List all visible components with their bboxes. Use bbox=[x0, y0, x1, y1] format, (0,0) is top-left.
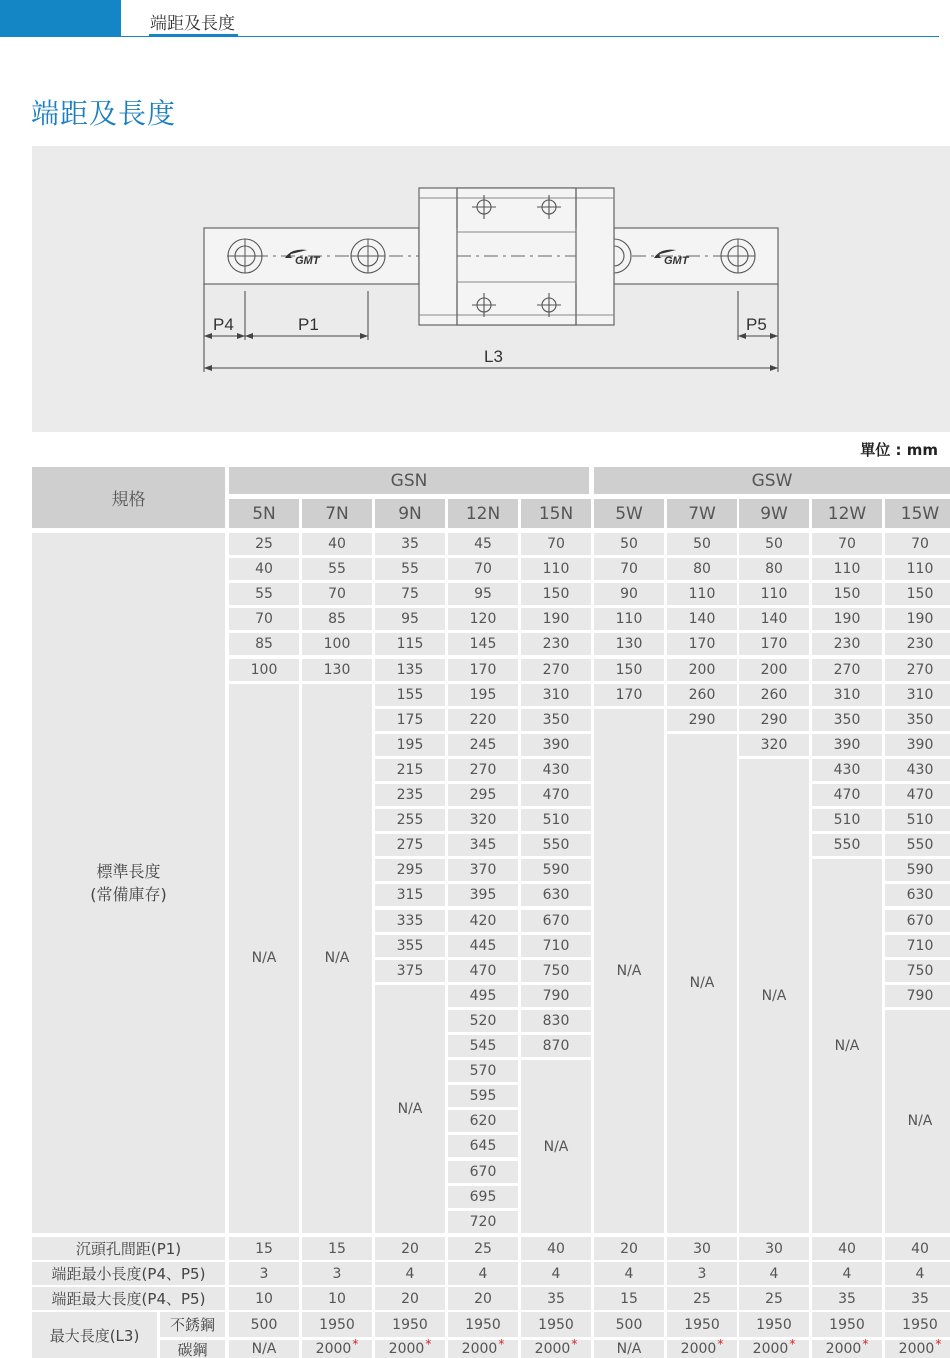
table-cell: 430 bbox=[885, 759, 950, 781]
cell-value: 1950 bbox=[319, 1316, 355, 1333]
table-cell: 70 bbox=[812, 533, 882, 555]
footnote-star: * bbox=[498, 1337, 505, 1351]
bottom-row-label: 端距最小長度(P4、P5) bbox=[32, 1262, 225, 1285]
max-length-sub-label: 碳鋼 bbox=[160, 1340, 225, 1358]
table-cell: 215 bbox=[375, 759, 445, 781]
table-cell: 175 bbox=[375, 709, 445, 731]
table-cell: 570 bbox=[448, 1060, 518, 1082]
table-cell: 115 bbox=[375, 633, 445, 655]
table-cell: 45 bbox=[448, 533, 518, 555]
table-cell bbox=[448, 1312, 518, 1337]
table-cell: 645 bbox=[448, 1135, 518, 1157]
table-cell: 310 bbox=[885, 684, 950, 706]
table-cell: 790 bbox=[521, 985, 591, 1007]
table-cell: 35 bbox=[521, 1287, 591, 1310]
standard-length-label bbox=[32, 533, 225, 1233]
na-cell: N/A bbox=[229, 684, 299, 1233]
table-cell bbox=[521, 1312, 591, 1337]
table-cell: 55 bbox=[375, 558, 445, 580]
table-cell: 470 bbox=[448, 960, 518, 982]
table-cell: 4 bbox=[375, 1262, 445, 1285]
table-cell: 145 bbox=[448, 633, 518, 655]
cell-value: 1950 bbox=[829, 1316, 865, 1333]
na-cell: N/A bbox=[375, 985, 445, 1233]
size-header: 15N bbox=[521, 499, 591, 528]
na-cell: N/A bbox=[302, 684, 372, 1233]
table-cell: 15 bbox=[229, 1237, 299, 1260]
table-cell bbox=[594, 1312, 664, 1337]
table-cell bbox=[448, 1337, 518, 1358]
table-cell: 390 bbox=[885, 734, 950, 756]
table-cell: 70 bbox=[229, 608, 299, 630]
table-cell: 70 bbox=[302, 583, 372, 605]
size-header: 5W bbox=[594, 499, 664, 528]
cell-value: 2000 bbox=[825, 1341, 862, 1357]
table-cell bbox=[594, 1340, 664, 1358]
table-cell: 295 bbox=[375, 859, 445, 881]
table-cell: 695 bbox=[448, 1186, 518, 1208]
size-header: 15W bbox=[885, 499, 950, 528]
table-cell bbox=[375, 1337, 445, 1358]
max-length-sub-label: 不銹鋼 bbox=[160, 1312, 225, 1337]
table-cell: 470 bbox=[885, 784, 950, 806]
table-cell: 135 bbox=[375, 659, 445, 681]
table-cell: 620 bbox=[448, 1110, 518, 1132]
table-cell bbox=[302, 1312, 372, 1337]
table-cell: 710 bbox=[521, 935, 591, 957]
table-cell: 50 bbox=[594, 533, 664, 555]
cell-value: 1950 bbox=[392, 1316, 428, 1333]
table-cell: 70 bbox=[594, 558, 664, 580]
p1-label: P1 bbox=[298, 315, 319, 334]
na-cell: N/A bbox=[812, 859, 882, 1233]
svg-text:GMT: GMT bbox=[295, 255, 320, 267]
table-cell: 430 bbox=[521, 759, 591, 781]
table-cell: 355 bbox=[375, 935, 445, 957]
table-cell: 390 bbox=[812, 734, 882, 756]
table-cell: 100 bbox=[229, 659, 299, 681]
table-cell: 20 bbox=[594, 1237, 664, 1260]
table-cell: 110 bbox=[739, 583, 809, 605]
footnote-star: * bbox=[789, 1337, 796, 1351]
cell-value: 1950 bbox=[684, 1316, 720, 1333]
table-cell: 245 bbox=[448, 734, 518, 756]
table-cell: 260 bbox=[667, 684, 737, 706]
table-cell bbox=[667, 1312, 737, 1337]
size-header: 7W bbox=[667, 499, 737, 528]
cell-value: N/A bbox=[251, 1341, 277, 1357]
table-cell: 550 bbox=[521, 834, 591, 856]
cell-value: 2000 bbox=[388, 1341, 425, 1357]
bottom-row-label: 端距最大長度(P4、P5) bbox=[32, 1287, 225, 1310]
table-cell: 370 bbox=[448, 859, 518, 881]
footnote-star: * bbox=[571, 1337, 578, 1351]
svg-text:GMT: GMT bbox=[664, 255, 689, 267]
table-cell: 550 bbox=[885, 834, 950, 856]
table-cell: 25 bbox=[448, 1237, 518, 1260]
table-cell: 4 bbox=[812, 1262, 882, 1285]
na-cell: N/A bbox=[667, 734, 737, 1233]
size-header: 9N bbox=[375, 499, 445, 528]
table-cell: 155 bbox=[375, 684, 445, 706]
table-cell: 35 bbox=[885, 1287, 950, 1310]
table-cell: 270 bbox=[812, 659, 882, 681]
header-divider bbox=[121, 36, 939, 37]
footnote-star: * bbox=[717, 1337, 724, 1351]
size-header: 12W bbox=[812, 499, 882, 528]
table-cell: 100 bbox=[302, 633, 372, 655]
table-cell: 20 bbox=[448, 1287, 518, 1310]
table-cell: 85 bbox=[302, 608, 372, 630]
table-cell: 445 bbox=[448, 935, 518, 957]
table-cell: 595 bbox=[448, 1085, 518, 1107]
table-cell: 3 bbox=[667, 1262, 737, 1285]
table-cell: 345 bbox=[448, 834, 518, 856]
table-cell: 140 bbox=[739, 608, 809, 630]
table-cell: 630 bbox=[521, 884, 591, 906]
table-cell bbox=[375, 1312, 445, 1337]
table-cell: 710 bbox=[885, 935, 950, 957]
table-cell: 295 bbox=[448, 784, 518, 806]
table-cell: 510 bbox=[885, 809, 950, 831]
size-header: 5N bbox=[229, 499, 299, 528]
na-cell: N/A bbox=[739, 759, 809, 1233]
table-cell: 130 bbox=[302, 659, 372, 681]
table-cell: 520 bbox=[448, 1010, 518, 1032]
table-cell: 190 bbox=[885, 608, 950, 630]
table-cell: 270 bbox=[885, 659, 950, 681]
footnote-star: * bbox=[862, 1337, 869, 1351]
table-cell: 335 bbox=[375, 910, 445, 932]
table-cell: 430 bbox=[812, 759, 882, 781]
table-cell: 255 bbox=[375, 809, 445, 831]
bottom-row-label: 沉頭孔間距(P1) bbox=[32, 1237, 225, 1260]
table-cell: 110 bbox=[594, 608, 664, 630]
table-cell bbox=[521, 1337, 591, 1358]
table-cell: 630 bbox=[885, 884, 950, 906]
table-cell: 350 bbox=[812, 709, 882, 731]
table-cell: 320 bbox=[739, 734, 809, 756]
table-cell: 55 bbox=[302, 558, 372, 580]
cell-value: 2000 bbox=[461, 1341, 498, 1357]
table-cell: 4 bbox=[594, 1262, 664, 1285]
table-cell: 420 bbox=[448, 910, 518, 932]
table-cell: 35 bbox=[375, 533, 445, 555]
table-cell: 270 bbox=[448, 759, 518, 781]
table-cell: 3 bbox=[302, 1262, 372, 1285]
cell-value: 2000 bbox=[315, 1341, 352, 1357]
na-cell: N/A bbox=[594, 709, 664, 1233]
table-cell: 790 bbox=[885, 985, 950, 1007]
footnote-star: * bbox=[425, 1337, 432, 1351]
table-cell: 25 bbox=[739, 1287, 809, 1310]
table-cell: 95 bbox=[448, 583, 518, 605]
table-cell: 260 bbox=[739, 684, 809, 706]
rail-diagram bbox=[32, 146, 950, 432]
table-cell: 830 bbox=[521, 1010, 591, 1032]
table-cell: 40 bbox=[812, 1237, 882, 1260]
table-cell: 315 bbox=[375, 884, 445, 906]
p5-label: P5 bbox=[746, 315, 767, 334]
cell-value: 2000 bbox=[752, 1341, 789, 1357]
table-cell bbox=[885, 1312, 950, 1337]
cell-value: 1950 bbox=[902, 1316, 938, 1333]
table-cell: 190 bbox=[812, 608, 882, 630]
header-tab-label[interactable]: 端距及長度 bbox=[150, 14, 235, 34]
table-cell bbox=[229, 1312, 299, 1337]
table-cell: 85 bbox=[229, 633, 299, 655]
table-cell: 720 bbox=[448, 1211, 518, 1233]
table-cell: 4 bbox=[739, 1262, 809, 1285]
footnote-star: * bbox=[352, 1337, 359, 1351]
table-cell: 590 bbox=[521, 859, 591, 881]
table-cell: 170 bbox=[667, 633, 737, 655]
page-title: 端距及長度 bbox=[31, 97, 177, 130]
table-cell: 230 bbox=[521, 633, 591, 655]
table-cell: 70 bbox=[885, 533, 950, 555]
table-cell: 275 bbox=[375, 834, 445, 856]
standard-length-label-line2: (常備庫存) bbox=[90, 885, 167, 904]
table-cell: 55 bbox=[229, 583, 299, 605]
table-cell: 150 bbox=[812, 583, 882, 605]
table-cell: 750 bbox=[521, 960, 591, 982]
table-cell: 550 bbox=[812, 834, 882, 856]
cell-value: 2000 bbox=[680, 1341, 717, 1357]
table-cell: 470 bbox=[521, 784, 591, 806]
table-cell: 110 bbox=[885, 558, 950, 580]
table-cell: 200 bbox=[739, 659, 809, 681]
table-cell: 140 bbox=[667, 608, 737, 630]
table-cell: 200 bbox=[667, 659, 737, 681]
table-cell: 75 bbox=[375, 583, 445, 605]
table-cell: 15 bbox=[594, 1287, 664, 1310]
table-cell: 70 bbox=[521, 533, 591, 555]
table-cell: 20 bbox=[375, 1237, 445, 1260]
brand-logo-block bbox=[0, 0, 121, 37]
max-length-label: 最大長度(L3) bbox=[32, 1312, 157, 1358]
cell-value: 1950 bbox=[538, 1316, 574, 1333]
table-cell: 350 bbox=[521, 709, 591, 731]
table-cell: 80 bbox=[667, 558, 737, 580]
table-cell: 470 bbox=[812, 784, 882, 806]
table-cell: 190 bbox=[521, 608, 591, 630]
table-cell: 4 bbox=[885, 1262, 950, 1285]
table-cell: 230 bbox=[812, 633, 882, 655]
table-cell: 150 bbox=[594, 659, 664, 681]
table-cell: 170 bbox=[594, 684, 664, 706]
l3-label: L3 bbox=[484, 347, 503, 366]
cell-value: 500 bbox=[615, 1316, 643, 1333]
table-cell: 290 bbox=[739, 709, 809, 731]
rail-diagram-panel bbox=[32, 146, 950, 432]
table-cell: 20 bbox=[375, 1287, 445, 1310]
table-cell: 40 bbox=[885, 1237, 950, 1260]
standard-length-label-line1: 標準長度 bbox=[96, 862, 161, 881]
na-cell: N/A bbox=[885, 1010, 950, 1233]
table-cell: 90 bbox=[594, 583, 664, 605]
table-cell: 40 bbox=[521, 1237, 591, 1260]
table-cell: 15 bbox=[302, 1237, 372, 1260]
table-cell: 110 bbox=[812, 558, 882, 580]
table-cell: 350 bbox=[885, 709, 950, 731]
cell-value: 2000 bbox=[898, 1341, 935, 1357]
table-cell: 320 bbox=[448, 809, 518, 831]
cell-value: N/A bbox=[616, 1341, 642, 1357]
table-cell: 3 bbox=[229, 1262, 299, 1285]
table-cell: 30 bbox=[667, 1237, 737, 1260]
table-cell bbox=[885, 1337, 950, 1358]
table-cell: 870 bbox=[521, 1035, 591, 1057]
table-cell: 390 bbox=[521, 734, 591, 756]
table-cell: 40 bbox=[229, 558, 299, 580]
table-cell: 30 bbox=[739, 1237, 809, 1260]
table-cell bbox=[229, 1340, 299, 1358]
table-cell: 25 bbox=[667, 1287, 737, 1310]
table-cell: 35 bbox=[812, 1287, 882, 1310]
table-cell: 670 bbox=[885, 910, 950, 932]
cell-value: 1950 bbox=[465, 1316, 501, 1333]
table-cell: 310 bbox=[812, 684, 882, 706]
table-cell: 195 bbox=[448, 684, 518, 706]
table-cell: 510 bbox=[812, 809, 882, 831]
table-cell: 120 bbox=[448, 608, 518, 630]
cell-value: 1950 bbox=[756, 1316, 792, 1333]
table-cell: 395 bbox=[448, 884, 518, 906]
table-cell: 50 bbox=[739, 533, 809, 555]
table-cell bbox=[667, 1337, 737, 1358]
table-cell: 230 bbox=[885, 633, 950, 655]
table-cell: 170 bbox=[739, 633, 809, 655]
table-cell bbox=[812, 1337, 882, 1358]
group-header-gsw: GSW bbox=[594, 467, 950, 494]
table-cell: 110 bbox=[521, 558, 591, 580]
table-cell: 40 bbox=[302, 533, 372, 555]
table-cell: 170 bbox=[448, 659, 518, 681]
table-cell: 510 bbox=[521, 809, 591, 831]
table-cell: 270 bbox=[521, 659, 591, 681]
table-cell: 310 bbox=[521, 684, 591, 706]
table-cell: 750 bbox=[885, 960, 950, 982]
cell-value: 2000 bbox=[534, 1341, 571, 1357]
table-cell: 95 bbox=[375, 608, 445, 630]
table-cell: 10 bbox=[302, 1287, 372, 1310]
size-header: 7N bbox=[302, 499, 372, 528]
size-header: 9W bbox=[739, 499, 809, 528]
table-cell: 670 bbox=[448, 1161, 518, 1183]
table-cell: 495 bbox=[448, 985, 518, 1007]
table-cell: 4 bbox=[521, 1262, 591, 1285]
table-cell: 150 bbox=[885, 583, 950, 605]
table-cell: 25 bbox=[229, 533, 299, 555]
table-cell: 4 bbox=[448, 1262, 518, 1285]
table-cell: 220 bbox=[448, 709, 518, 731]
table-cell: 545 bbox=[448, 1035, 518, 1057]
table-cell: 235 bbox=[375, 784, 445, 806]
table-cell: 195 bbox=[375, 734, 445, 756]
table-cell: 50 bbox=[667, 533, 737, 555]
spec-header: 規格 bbox=[32, 467, 225, 528]
footnote-star: * bbox=[935, 1337, 942, 1351]
cell-value: 500 bbox=[250, 1316, 278, 1333]
table-cell: 150 bbox=[521, 583, 591, 605]
table-cell: 375 bbox=[375, 960, 445, 982]
table-cell: 10 bbox=[229, 1287, 299, 1310]
table-cell: 670 bbox=[521, 910, 591, 932]
p4-label: P4 bbox=[213, 315, 234, 334]
group-header-gsn: GSN bbox=[229, 467, 589, 494]
table-cell bbox=[739, 1312, 809, 1337]
table-cell bbox=[302, 1337, 372, 1358]
table-cell: 70 bbox=[448, 558, 518, 580]
table-cell: 290 bbox=[667, 709, 737, 731]
table-cell: 110 bbox=[667, 583, 737, 605]
na-cell: N/A bbox=[521, 1060, 591, 1233]
size-header: 12N bbox=[448, 499, 518, 528]
table-cell: 80 bbox=[739, 558, 809, 580]
unit-label: 單位 : mm bbox=[860, 441, 938, 459]
table-cell: 130 bbox=[594, 633, 664, 655]
table-cell bbox=[739, 1337, 809, 1358]
table-cell: 590 bbox=[885, 859, 950, 881]
table-cell bbox=[812, 1312, 882, 1337]
